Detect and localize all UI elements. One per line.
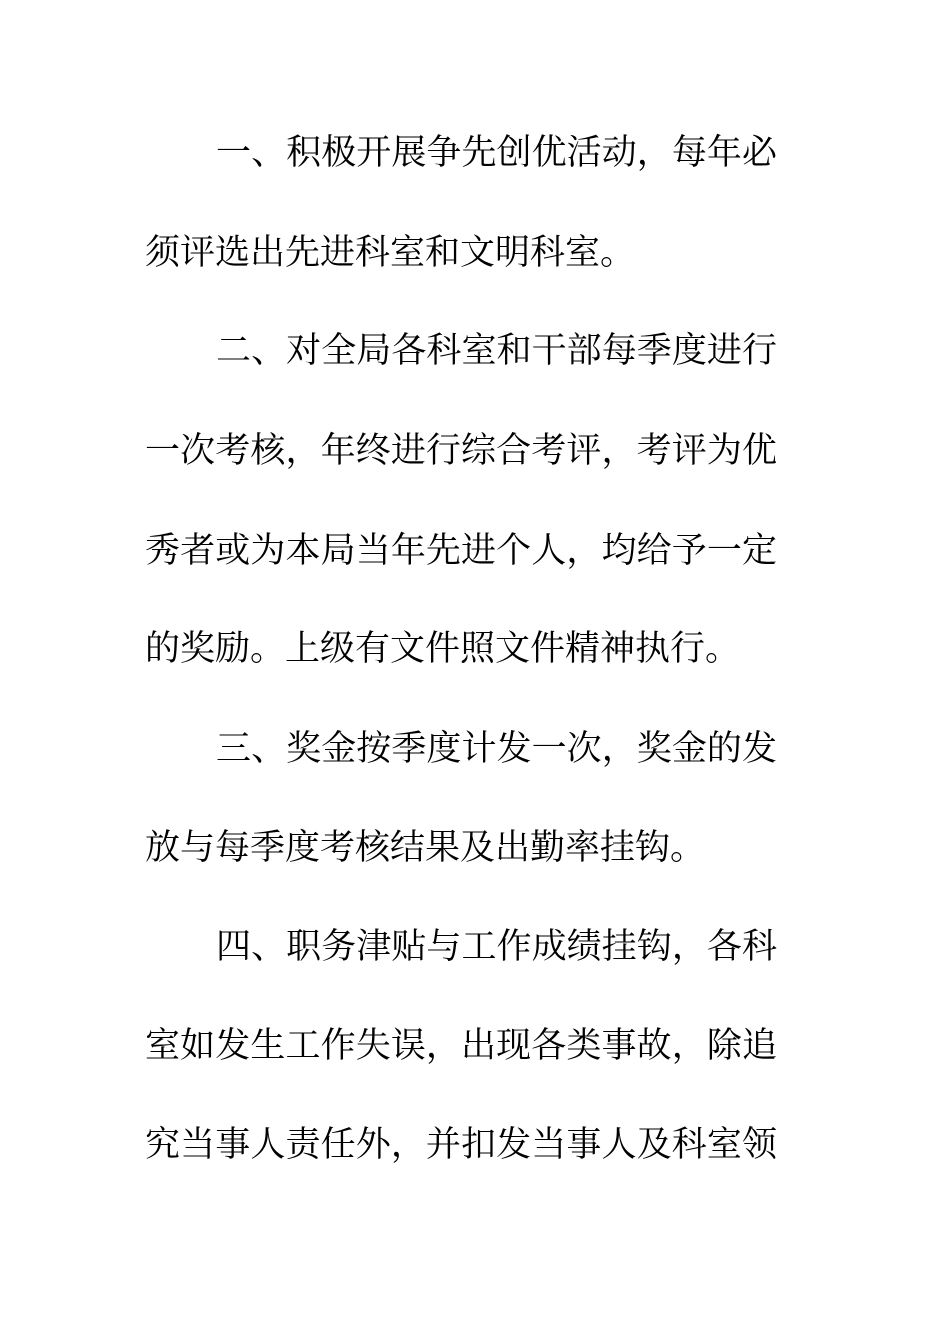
clause-4-line-3: 究当事人责任外，并扣发当事人及科室领 [145,1125,777,1165]
clause-3-line-1: 三、奖金按季度计发一次，奖金的发 [216,729,777,769]
clause-1-line-1: 一、积极开展争先创优活动，每年必 [216,133,777,173]
clause-1-line-2: 须评选出先进科室和文明科室。 [145,233,636,273]
clause-3-line-2: 放与每季度考核结果及出勤率挂钩。 [145,828,706,868]
clause-2-line-1: 二、对全局各科室和干部每季度进行 [216,331,777,371]
clause-2-line-4: 的奖励。上级有文件照文件精神执行。 [145,629,741,669]
clause-4-line-2: 室如发生工作失误，出现各类事故，除追 [145,1026,777,1066]
clause-4-line-1: 四、职务津贴与工作成绩挂钩，各科 [216,927,777,967]
clause-2-line-3: 秀者或为本局当年先进个人，均给予一定 [145,531,777,571]
clause-2-line-2: 一次考核，年终进行综合考评，考评为优 [145,431,777,471]
